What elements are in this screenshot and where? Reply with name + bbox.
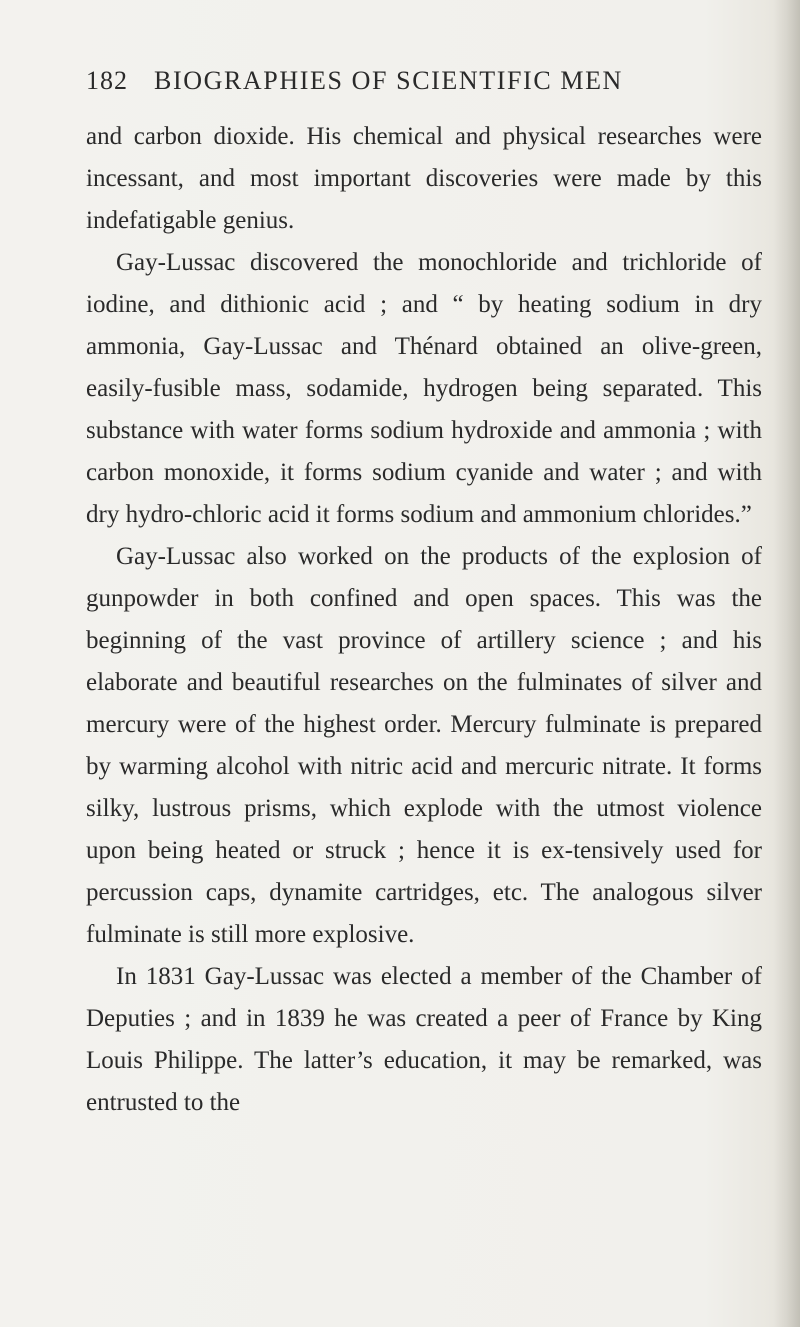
paragraph-discoveries: Gay-Lussac discovered the monochloride and trichloride of iodine, and dithionic acid ; and “ by heating sodium in dry ammonia, Gay-Lussac and Thénard obtained an olive-green, easily-fusible mass, sodamide, hydrogen being separated. This substance with water forms sodium hydroxide and ammonia ; with carbon monoxide, it forms sodium cyanide and water ; and with dry hydro-chloric acid it forms sodium and ammonium chlorides.” (86, 249, 762, 528)
page-edge-shadow (774, 0, 800, 1327)
paragraph-continuation: and carbon dioxide. His chemical and physical researches were incessant, and most important discoveries were made by this indefatigable genius. (86, 123, 762, 234)
paragraph-politics: In 1831 Gay-Lussac was elected a member of the Chamber of Deputies ; and in 1839 he was created a peer of France by King Louis Philippe. The latter’s education, it may be remarked, was entrusted to the (86, 963, 762, 1116)
page-header (86, 66, 762, 102)
running-head: BIOGRAPHIES OF SCIENTIFIC MEN (154, 66, 623, 95)
paragraph-explosives: Gay-Lussac also worked on the products of the explosion of gunpowder in both confined and open spaces. This was the beginning of the vast province of artillery science ; and his elaborate and beautiful researches on the fulminates of silver and mercury were of the highest order. Mercury fulminate is prepared by warming alcohol with nitric acid and mercuric nitrate. It forms silky, lustrous prisms, which explode with the utmost violence upon being heated or struck ; hence it is ex-tensively used for percussion caps, dynamite cartridges, etc. The analogous silver fulminate is still more explosive. (86, 543, 762, 948)
page-number: 182 (86, 66, 128, 95)
body-text (86, 116, 762, 1124)
